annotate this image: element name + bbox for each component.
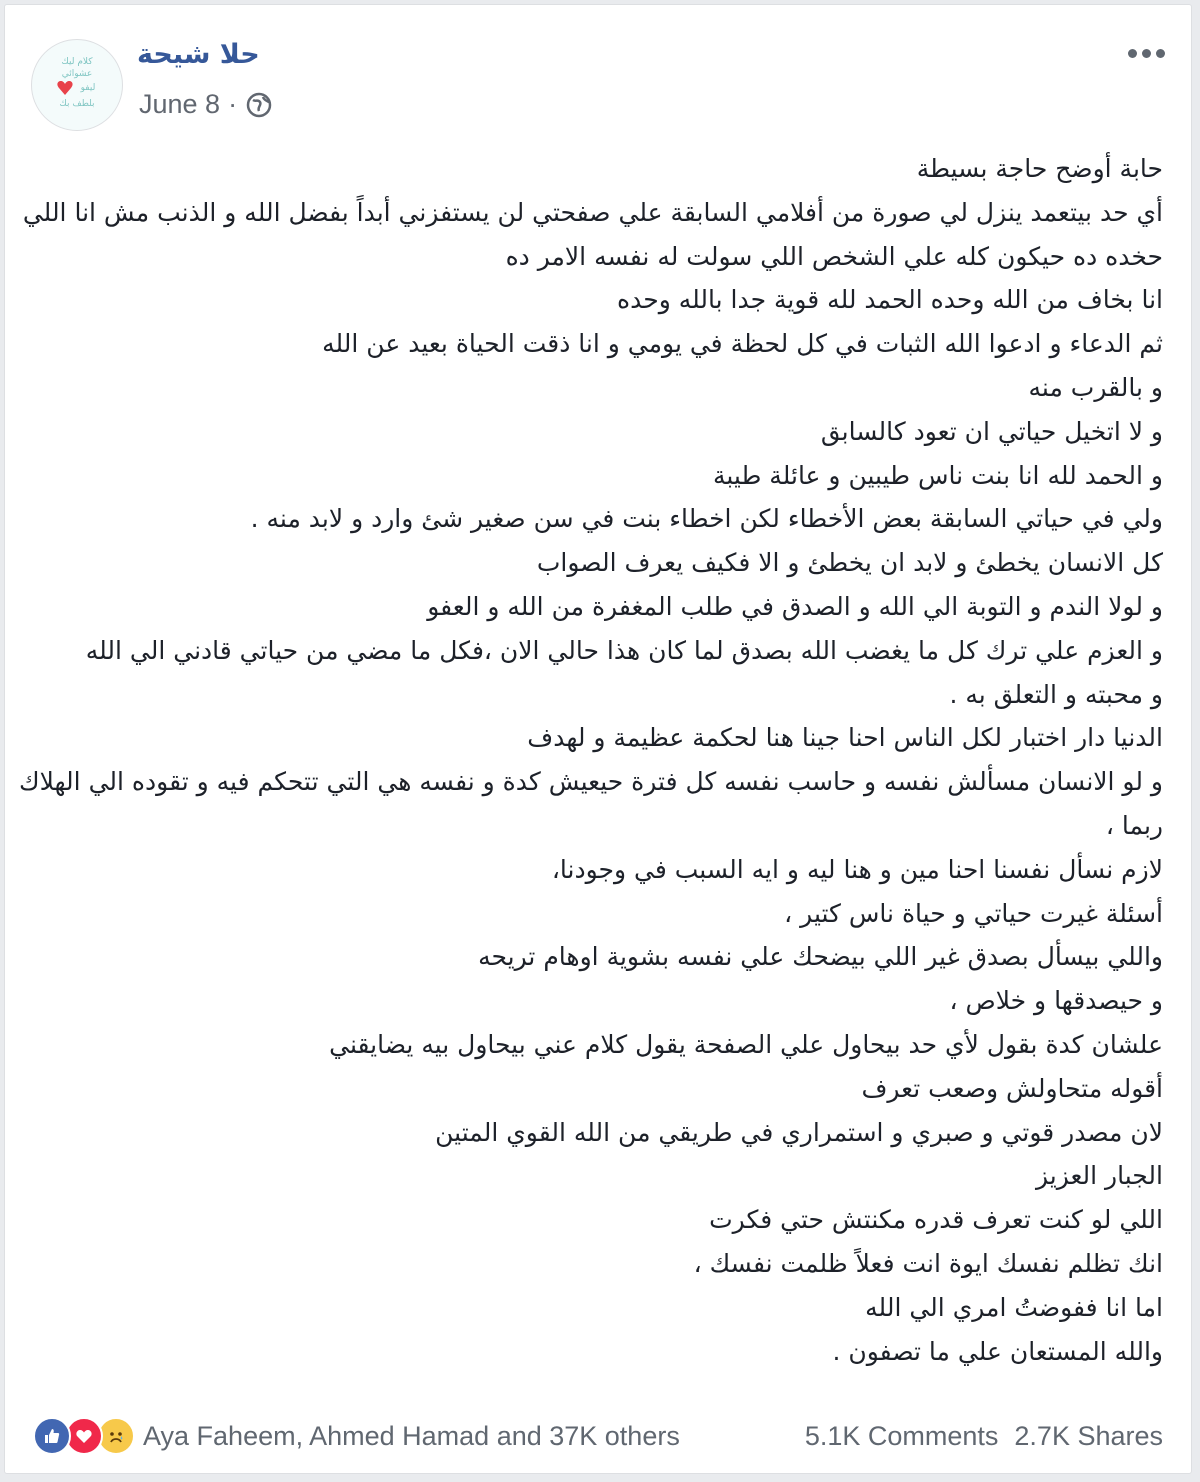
post-footer: [33, 1413, 1163, 1459]
post-text-line: و لا اتخيل حياتي ان تعود كالسابق: [820, 416, 1163, 446]
post-text-line: اللي لو كنت تعرف قدره مكنتش حتي فكرت: [709, 1205, 1163, 1235]
post-text-line: حخده ده حيكون كله علي الشخص اللي سولت له نفسه الامر ده: [505, 241, 1163, 271]
post-text-line: و العزم علي ترك كل ما يغضب الله بصدق لما كان هذا حالي الان ،فكل ما مضي من حياتي قادني الي الله: [85, 635, 1163, 665]
post-text-line: الدنيا دار اختبار لكل الناس احنا جينا هنا لحكمة عظيمة و لهدف: [527, 723, 1163, 753]
more-dot: [1128, 49, 1137, 58]
more-dot: [1142, 49, 1151, 58]
post-date[interactable]: June 8: [139, 89, 221, 119]
globe-icon[interactable]: [245, 91, 273, 119]
post-text-line: حابة أوضح حاجة بسيطة: [916, 154, 1163, 183]
meta-separator: ·: [228, 89, 238, 119]
post-text-line: اما انا ففوضتُ امري الي الله: [865, 1292, 1163, 1322]
post-text-line: والله المستعان علي ما تصفون .: [832, 1336, 1163, 1366]
post-text-line: و الحمد لله انا بنت ناس طيبين و عائلة طيبة: [712, 460, 1163, 490]
reactions-summary[interactable]: [33, 1417, 680, 1455]
engagement-counts: [805, 1421, 1163, 1452]
post-text-line: ربما ،: [1105, 810, 1163, 840]
post-text-line: و حيصدقها و خلاص ،: [949, 986, 1163, 1016]
post-text-line: لان مصدر قوتي و صبري و استمراري في طريقي من الله القوي المتين: [435, 1117, 1163, 1147]
post-text-line: أقوله متحاولش وصعب تعرف: [861, 1073, 1163, 1103]
post-text-line: كل الانسان يخطئ و لابد ان يخطئ و الا فكيف يعرف الصواب: [536, 548, 1163, 578]
reactions-people[interactable]: Aya Faheem, Ahmed Hamad and 37K others: [143, 1420, 680, 1451]
post-meta: [139, 89, 273, 120]
comments-count[interactable]: 5.1K Comments: [804, 1420, 999, 1451]
post-text-line: انا بخاف من الله وحده الحمد لله قوية جدا بالله وحده: [617, 285, 1163, 315]
shares-count[interactable]: 2.7K Shares: [1014, 1420, 1163, 1451]
post-author-name[interactable]: حلا شيحة: [137, 39, 260, 70]
post-text-line: و محبته و التعلق به .: [949, 679, 1163, 709]
post-text-line: انك تظلم نفسك ايوة انت فعلاً ظلمت نفسك ،: [693, 1248, 1163, 1278]
more-dot: [1156, 49, 1165, 58]
post-text-line: و لولا الندم و التوبة الي الله و الصدق في طلب المغفرة من الله و العفو: [427, 591, 1163, 621]
post-text-line: الجبار العزيز: [1035, 1161, 1163, 1191]
post-body-text: [19, 147, 1163, 1373]
post-text-line: ثم الدعاء و ادعوا الله الثبات في كل لحظة في يومي و انا ذقت الحياة بعيد عن الله: [322, 329, 1163, 359]
post-text-line: أسئلة غيرت حياتي و حياة ناس كتير ،: [784, 898, 1163, 928]
post-text-line: و لو الانسان مسألش نفسه و حاسب نفسه كل فترة حيعيش كدة و نفسه هي التي تتحكم فيه و تقوده الي الهلاك: [19, 767, 1163, 797]
like-icon[interactable]: [33, 1417, 71, 1455]
avatar-line-4: بلطف بك: [59, 99, 95, 109]
avatar-line-3: ليفو: [80, 83, 96, 93]
page-logo-avatar[interactable]: [31, 39, 123, 131]
avatar-logo: [32, 40, 122, 130]
avatar-line-1: كلام ليك: [61, 57, 93, 67]
post-text-line: ولي في حياتي السابقة بعض الأخطاء لكن اخطاء بنت في سن صغير شئ وارد و لابد منه .: [250, 504, 1163, 534]
post-card: [4, 4, 1192, 1474]
post-text-line: أي حد بيتعمد ينزل لي صورة من أفلامي السابقة علي صفحتي لن يستفزني أبداً بفضل الله و الذنب مش انا اللي: [22, 197, 1163, 227]
avatar-line-2: عشوائي: [61, 69, 93, 79]
post-text-line: و بالقرب منه: [1028, 372, 1163, 402]
post-text-line: لازم نسأل نفسنا احنا مين و هنا ليه و ايه السبب في وجودنا،: [551, 854, 1163, 884]
post-text-line: علشان كدة بقول لأي حد بيحاول علي الصفحة يقول كلام عني بيحاول بيه يضايقني: [329, 1029, 1163, 1059]
more-options-icon[interactable]: [1122, 43, 1171, 64]
post-text-line: واللي بيسأل بصدق غير اللي بيضحك علي نفسه بشوية اوهام تريحه: [478, 942, 1163, 972]
